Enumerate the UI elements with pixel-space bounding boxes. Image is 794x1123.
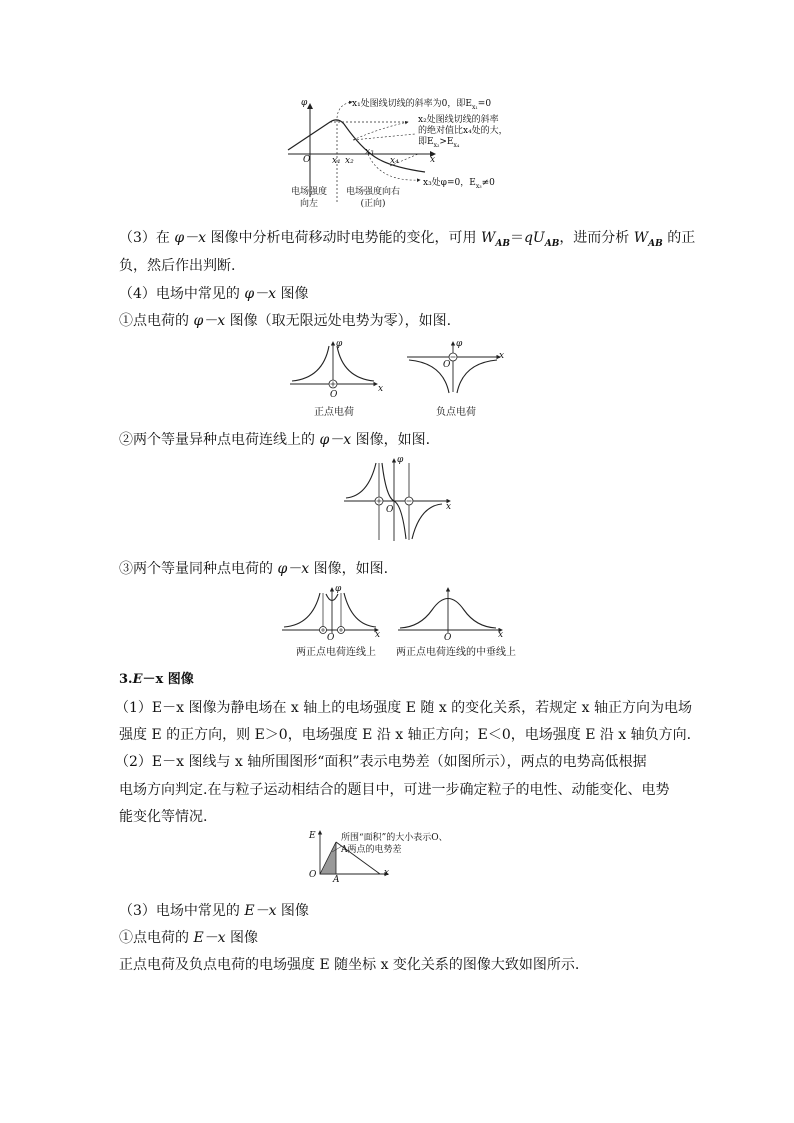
- p4-2-a: ②两个等量异种点电荷连线上的: [119, 432, 320, 448]
- p3-h-sub: AB: [648, 238, 663, 249]
- fig1-left-region: [291, 186, 327, 210]
- fig5-O-label: O: [309, 870, 317, 880]
- p3-d-sub: AB: [495, 238, 510, 249]
- p4-b: φ－x: [244, 286, 277, 302]
- fig3-origin: O: [386, 505, 394, 515]
- fig1-note-2-l3-sub: x₂: [433, 141, 440, 149]
- fig5-note: [341, 832, 448, 856]
- fig1-note-2-l3: [418, 137, 508, 151]
- fig1-x4-label: x₄: [390, 156, 399, 166]
- s3-3-1: [119, 931, 258, 945]
- p3-f-sub: AB: [544, 238, 560, 249]
- s3-3-1-a: ①点电荷的: [119, 930, 194, 946]
- fig1-note-3-sub: x₃: [475, 182, 482, 190]
- p4-1-b: φ－x: [193, 313, 226, 329]
- s3-3-heading: [119, 904, 309, 918]
- p4-a: （4）电场中常见的: [119, 286, 245, 302]
- fig1-note-2-l1: x₂处图线切线的斜率: [418, 115, 499, 125]
- para-4-3: [119, 562, 388, 576]
- fig2-caption-negative: 负点电荷: [436, 407, 476, 418]
- fig1-x-label: x: [430, 155, 436, 165]
- fig1-note-1-sub: x₁: [471, 103, 478, 111]
- fig1-origin-label: O: [303, 155, 311, 165]
- para-3-line-2: 负，然后作出判断.: [119, 258, 236, 274]
- fig1-note-2-l3-sub2: x₄: [453, 141, 460, 149]
- p4-3-a: ③两个等量同种点电荷的: [119, 561, 278, 577]
- s3-3-1-c: 图像: [225, 930, 259, 946]
- fig1-left-l2: 向左: [300, 199, 319, 209]
- p3-i: 的正: [662, 230, 696, 246]
- fig2-neg-x: x: [499, 351, 505, 361]
- p4-c: 图像: [276, 286, 309, 302]
- fig5-A-label: A: [333, 875, 340, 885]
- fig4-caption-right: 两正点电荷连线的中垂线上: [396, 647, 516, 658]
- fig4-left-origin: O: [327, 633, 335, 643]
- fig1-x2-label: x₂: [345, 156, 354, 166]
- opposite-charges-phi-graph: [340, 455, 455, 545]
- s3-c: －x 图像: [142, 672, 194, 687]
- s3-3-b: E－x: [244, 903, 277, 919]
- fig5-note-l1: 所围“面积”的大小表示O、: [341, 833, 448, 843]
- fig3-x: x: [446, 502, 452, 512]
- section-3-heading: [119, 673, 194, 686]
- fig5-note-l2: A两点的电势差: [341, 845, 402, 855]
- para-3-line-1: [119, 231, 695, 249]
- fig1-note-1: [352, 96, 491, 111]
- fig4-left-phi: φ: [335, 584, 342, 594]
- p3-g: ，进而分析: [559, 230, 634, 246]
- fig1-note-3-text: x₃处φ=0，E: [423, 178, 476, 188]
- s3-1-line-1: （1）E－x 图像为静电场在 x 轴上的电场强度 E 随 x 的变化关系，若规定 x 轴正方向为电场: [115, 700, 692, 716]
- p3-b: φ－x: [174, 230, 207, 246]
- p3-e: ＝: [509, 230, 524, 246]
- fig4-left-x: x: [375, 630, 381, 640]
- fig2-neg-phi: φ: [456, 339, 463, 349]
- p4-2-b: φ－x: [319, 432, 352, 448]
- fig1-phi-label: φ: [301, 98, 308, 108]
- fig1-note-2: [418, 115, 508, 151]
- s3-2-line-2: 电场方向判定.在与粒子运动相结合的题目中，可进一步确定粒子的电性、动能变化、电势: [119, 782, 670, 798]
- fig1-right-region: [346, 186, 400, 210]
- para-4-1: [119, 314, 451, 328]
- s3-b: E: [132, 672, 143, 687]
- fig1-x3-label: x₃: [365, 147, 374, 157]
- fig1-note-1-text: x₁处图线切线的斜率为0，即E: [352, 99, 472, 109]
- fig1-left-l1: 电场强度: [291, 187, 328, 197]
- p3-c: 图像中分析电荷移动时电势能的变化，可用: [206, 230, 481, 246]
- fig1-note-2-l2: 的绝对值比x₄处的大，: [418, 126, 508, 136]
- fig2-pos-phi: φ: [336, 339, 343, 349]
- fig2-caption-positive: 正点电荷: [314, 407, 354, 418]
- p3-f: qU: [523, 230, 545, 246]
- s3-3-a: （3）电场中常见的: [119, 903, 245, 919]
- fig1-x1-label: x₁: [332, 156, 341, 166]
- like-charges-phi-graphs: [280, 585, 510, 640]
- p4-3-c: 图像，如图.: [309, 561, 389, 577]
- fig4-right-x: x: [498, 630, 504, 640]
- s3-2-line-1: （2）E－x 图线与 x 轴所围图形“面积”表示电势差（如图所示），两点的电势高低根据: [115, 754, 647, 770]
- fig1-note-3: [423, 175, 495, 190]
- fig1-right-l1: 电场强度向右: [346, 187, 401, 197]
- fig1-note-2-l3-mid: >E: [439, 137, 454, 147]
- fig2-pos-origin: O: [330, 390, 338, 400]
- s3-3-c: 图像: [276, 903, 309, 919]
- s3-1-line-2: 强度 E 的正方向，则 E＞0，电场强度 E 沿 x 轴正方向；E＜0，电场强度 E 沿 x 轴负方向.: [119, 727, 692, 743]
- fig1-right-l2: (正向): [360, 199, 386, 209]
- p4-3-b: φ－x: [277, 561, 310, 577]
- fig1-note-3-end: ≠0: [481, 178, 495, 188]
- fig2-pos-x: x: [378, 384, 384, 394]
- p4-1-c: 图像（取无限远处电势为零），如图.: [225, 313, 452, 329]
- s3-3-2: 正点电荷及负点电荷的电场强度 E 随坐标 x 变化关系的图像大致如图所示.: [119, 957, 580, 973]
- fig4-caption-left: 两正点电荷连线上: [296, 647, 376, 658]
- fig2-neg-origin: O: [443, 360, 451, 370]
- s3-3-1-b: E－x: [193, 930, 226, 946]
- s3-2-line-3: 能变化等情况.: [119, 809, 208, 825]
- p3-d: W: [480, 230, 496, 246]
- fig5-x-label: x: [384, 868, 390, 878]
- point-charge-phi-graphs: [285, 338, 510, 400]
- fig4-right-origin: O: [444, 633, 452, 643]
- p4-1-a: ①点电荷的: [119, 313, 194, 329]
- p3-h: W: [633, 230, 649, 246]
- fig3-phi: φ: [397, 455, 404, 465]
- para-4-heading: [119, 287, 309, 301]
- fig1-note-1-end: =0: [477, 99, 492, 109]
- para-4-2: [119, 433, 430, 447]
- s3-num: 3.: [119, 672, 133, 687]
- p4-2-c: 图像，如图.: [351, 432, 431, 448]
- p3-a: （3）在: [119, 230, 175, 246]
- fig5-E-label: E: [309, 831, 316, 841]
- fig1-note-2-l3-a: 即E: [418, 137, 434, 147]
